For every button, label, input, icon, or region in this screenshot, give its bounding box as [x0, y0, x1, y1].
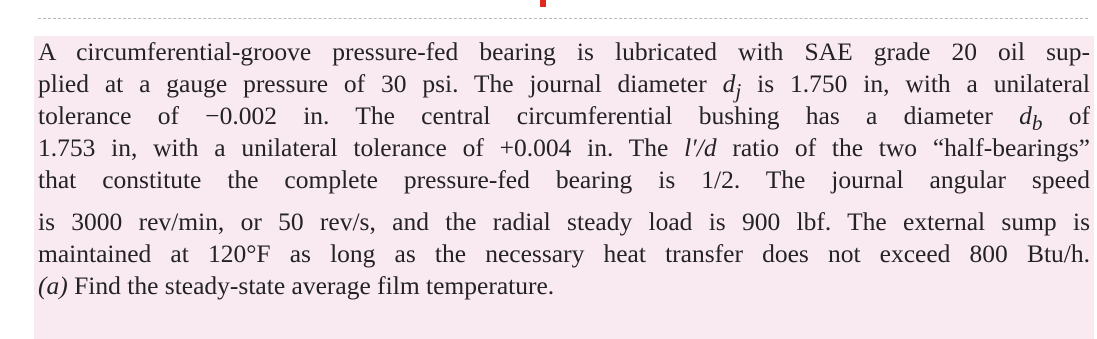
problem-line-1: A circumferential-groove pressure-fed bearing is lubricated with SAE grade 20 oil sup-	[38, 37, 1090, 66]
problem-text	[38, 36, 1090, 302]
problem-line-2: plied at a gauge pressure of 30 psi. The journal diameter $d_j$ is 1.750 in, with a unilateral	[38, 69, 1091, 104]
problem-line-3: tolerance of −0.002 in. The central circumferential bushing has a diameter $d_b$ of	[38, 101, 1090, 136]
problem-line-4: 1.753 in, with a unilateral tolerance of +0.004 in. The l′/d ratio of the two “half-bearings”	[38, 133, 1090, 162]
problem-line-8: (a) Find the steady-state average film temperature.	[38, 271, 555, 300]
problem-panel	[34, 36, 1094, 339]
part-label: (a)	[38, 271, 68, 300]
red-marker	[540, 0, 546, 7]
problem-line-6: is 3000 rev/min, or 50 rev/s, and the radial steady load is 900 lbf. The external sump is	[38, 207, 1090, 236]
problem-line-7: maintained at 120°F as long as the necessary heat transfer does not exceed 800 Btu/h.	[38, 239, 1090, 268]
problem-line-5: that constitute the complete pressure-fed bearing is 1/2. The journal angular speed	[38, 165, 1090, 194]
dashed-divider	[38, 18, 1088, 19]
